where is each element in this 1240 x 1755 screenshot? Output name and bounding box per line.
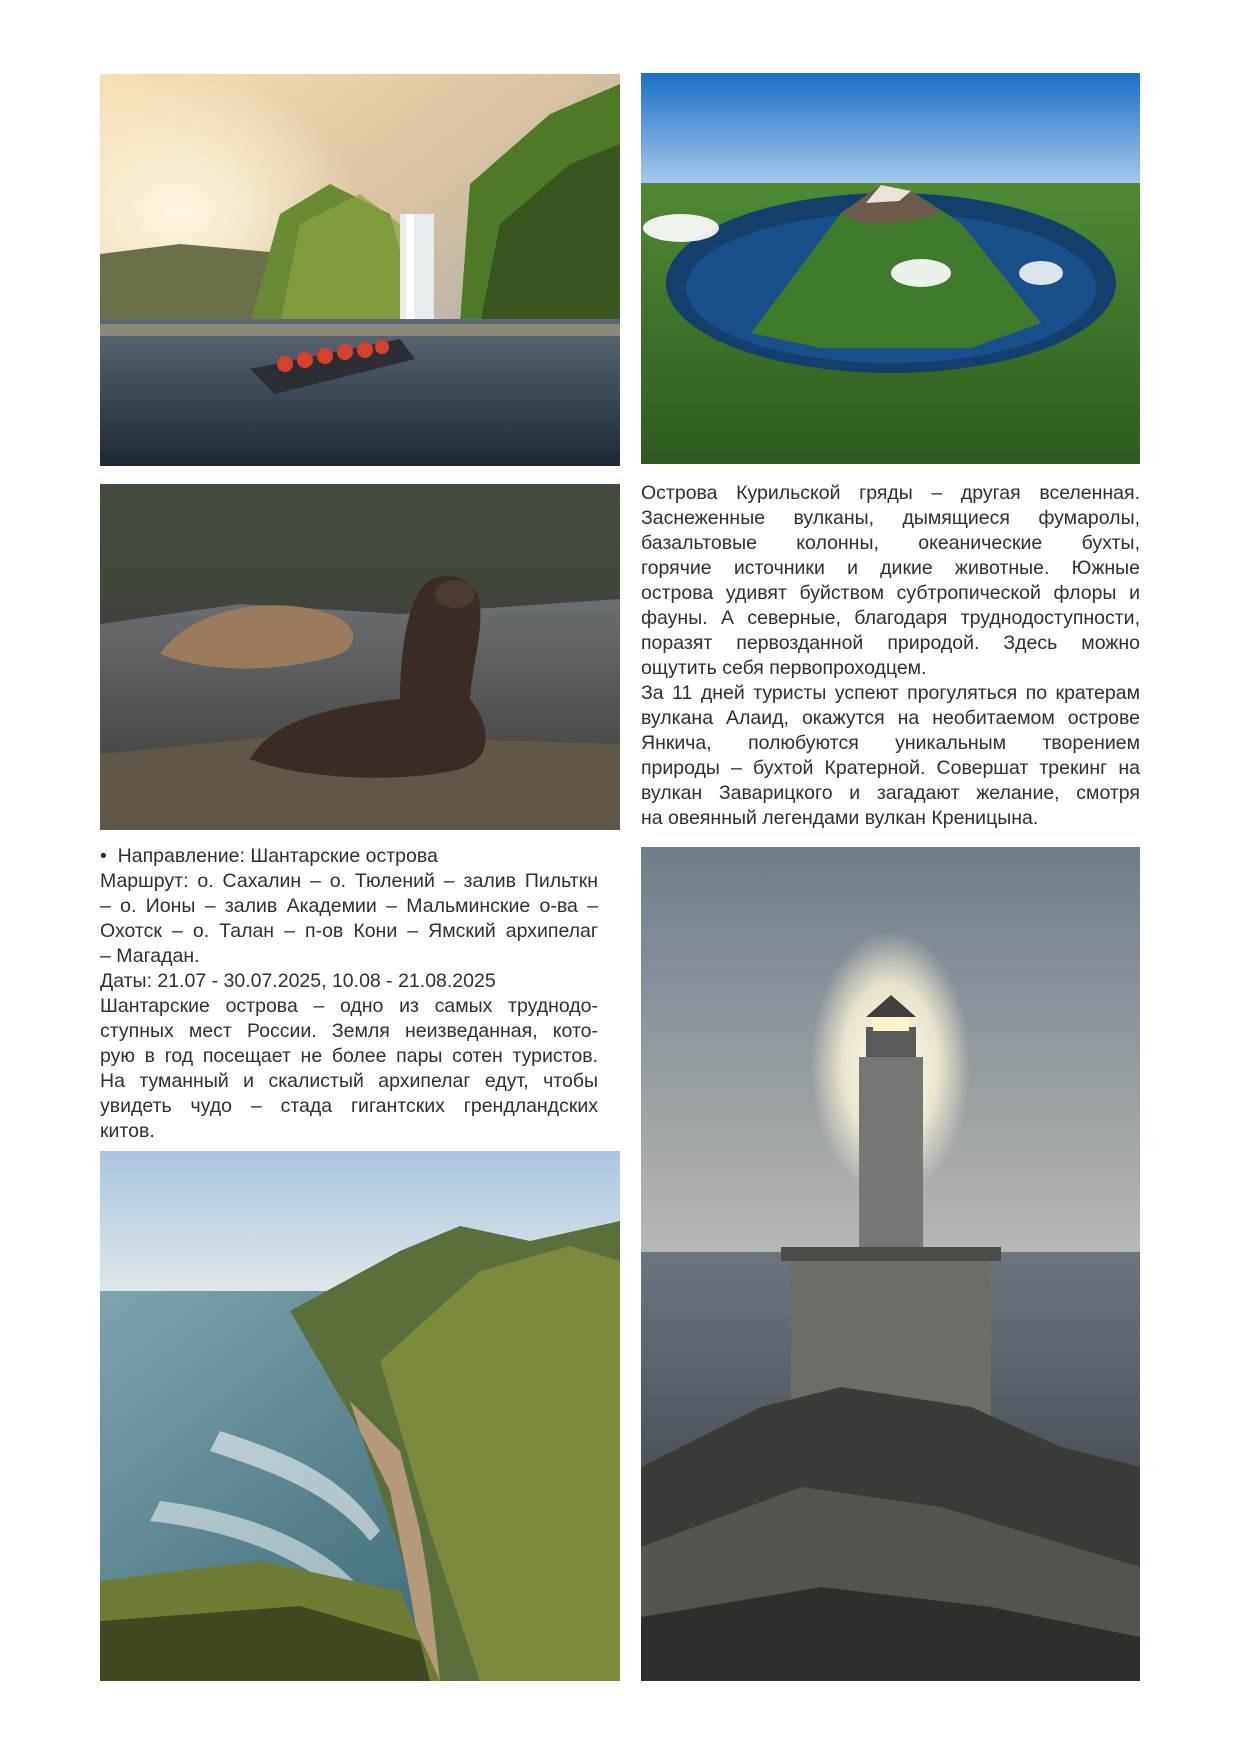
kurils-line: поразят первозданной природой. Здесь можно (641, 632, 1140, 654)
sea-lions-photo (100, 484, 620, 830)
kurils-line: фауны. А северные, благодаря труднодоступности, (641, 607, 1140, 629)
route-line: – о. Ионы – залив Академии – Мальминские о-ва – (100, 895, 598, 917)
kurils-line: на овеянный легендами вулкан Креницына. (641, 807, 1039, 829)
kurils-text (641, 481, 1140, 831)
kurils-line: вулкана Алаид, окажутся на необитаемом острове (641, 707, 1140, 729)
route-line: – Магадан. (100, 945, 200, 967)
description-line: китов. (100, 1120, 155, 1142)
boat-waterfall-photo (100, 74, 620, 466)
route-line: Охотск – о. Талан – п-ов Кони – Ямский архипелаг (100, 920, 598, 942)
kurils-line: ощутить себя первопроходцем. (641, 657, 927, 679)
kurils-line: горячие источники и дикие животные. Южные (641, 557, 1140, 579)
description-line: Шантарские острова – одно из самых труднодо- (100, 995, 598, 1017)
kurils-line: Янкича, полюбуются уникальным творением (641, 732, 1140, 754)
description-line: ступных мест России. Земля неизведанная, кото- (100, 1020, 598, 1042)
direction-line (100, 844, 598, 869)
kurils-line: За 11 дней туристы успеют прогуляться по кратерам (641, 682, 1140, 704)
route-line: Маршрут: о. Сахалин – о. Тюлений – залив Пильткн (100, 870, 598, 892)
lighthouse-photo (641, 847, 1140, 1681)
kurils-line: острова удивят буйством субтропической флоры и (641, 582, 1140, 604)
description-line: рую в год посещает не более пары сотен туристов. (100, 1045, 598, 1067)
crater-lake-volcano-photo (641, 73, 1140, 464)
description-line: увидеть чудо – стада гигантских грендландских (100, 1095, 598, 1117)
coastline-photo (100, 1151, 620, 1681)
kurils-line: базальтовые колонны, океанические бухты, (641, 532, 1140, 554)
kurils-line: природы – бухтой Кратерной. Совершат трекинг на (641, 757, 1140, 779)
kurils-line: Заснеженные вулканы, дымящиеся фумаролы, (641, 507, 1140, 529)
description-line: На туманный и скалистый архипелаг едут, чтобы (100, 1070, 598, 1092)
dates-line: Даты: 21.07 - 30.07.2025, 10.08 - 21.08.2025 (100, 970, 496, 992)
kurils-line: вулкан Заварицкого и загадают желание, смотря (641, 782, 1140, 804)
direction-text: Направление: Шантарские острова (117, 845, 438, 867)
shantar-text (100, 844, 598, 1144)
bullet-icon: • (100, 845, 107, 867)
kurils-line: Острова Курильской гряды – другая вселенная. (641, 482, 1140, 504)
